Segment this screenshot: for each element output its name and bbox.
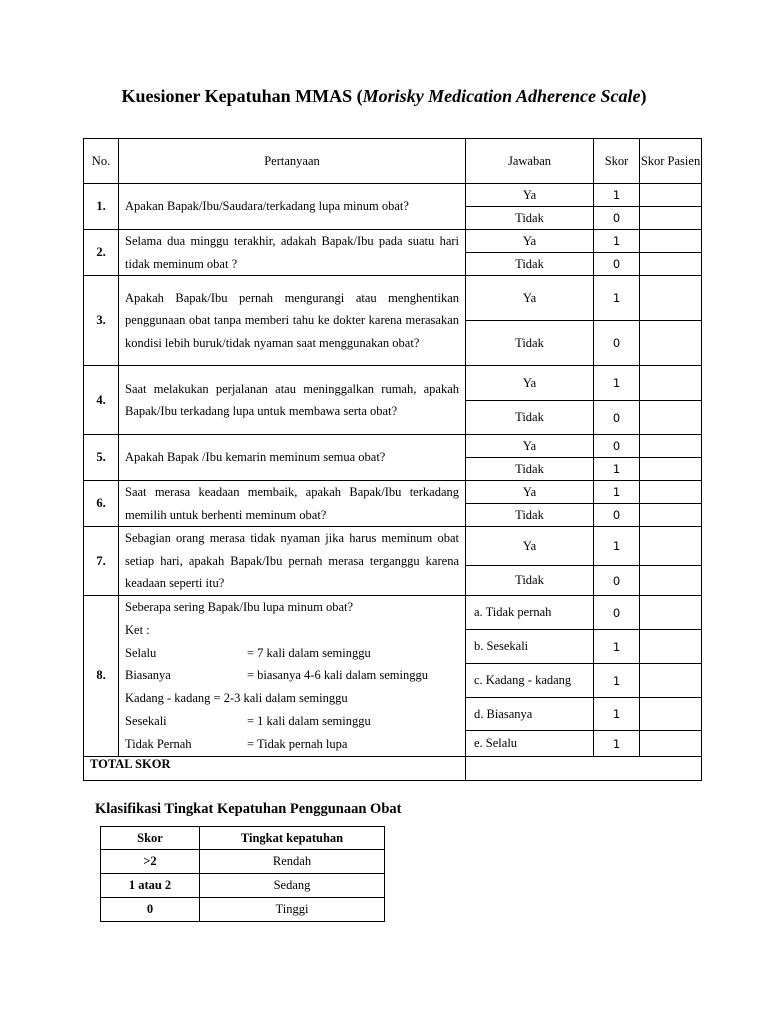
answer-option: Tidak (466, 566, 594, 596)
legend-row: Selalu = 7 kali dalam seminggu (125, 645, 371, 660)
patient-score-cell[interactable] (640, 230, 702, 253)
header-patient-score: Skor Pasien (640, 139, 702, 184)
answer-score: 1 (594, 527, 640, 566)
table-row (84, 481, 702, 504)
answer-score: 1 (594, 276, 640, 321)
answer-option: Ya (466, 527, 594, 566)
question-number: 2. (84, 230, 119, 276)
question-number: 4. (84, 366, 119, 435)
answer-option: c. Kadang - kadang (466, 664, 594, 698)
question-text: Apakah Bapak/Ibu pernah mengurangi atau menghentikan penggunaan obat tanpa memberi tahu ke dokter karena merasakan kondisi lebih buruk/tidak nyaman saat menggunakan obat? (119, 276, 466, 366)
page-title: Kuesioner Kepatuhan MMAS (Morisky Medication Adherence Scale) (121, 86, 647, 106)
question-text: Apakan Bapak/Ibu/Saudara/terkadang lupa minum obat? (119, 184, 466, 230)
patient-score-cell[interactable] (640, 481, 702, 504)
answer-option: Tidak (466, 207, 594, 230)
header-no: No. (84, 139, 119, 184)
answer-score: 1 (594, 630, 640, 664)
question-number: 3. (84, 276, 119, 366)
table-row (84, 435, 702, 458)
total-label: TOTAL SKOR (84, 756, 466, 780)
table-row (101, 898, 385, 922)
patient-score-cell[interactable] (640, 458, 702, 481)
patient-score-cell[interactable] (640, 207, 702, 230)
question-number: 1. (84, 184, 119, 230)
answer-option: Ya (466, 276, 594, 321)
answer-score: 0 (594, 504, 640, 527)
patient-score-cell[interactable] (640, 731, 702, 756)
question-number: 5. (84, 435, 119, 481)
total-score-cell[interactable] (466, 756, 702, 780)
question-number: 7. (84, 527, 119, 596)
legend-row: Sesekali = 1 kali dalam seminggu (125, 713, 371, 728)
classification-table (100, 826, 385, 922)
answer-option: Ya (466, 366, 594, 401)
total-row (84, 756, 702, 780)
classification-header-row (101, 827, 385, 850)
table-row (84, 596, 702, 630)
header-answer: Jawaban (466, 139, 594, 184)
question-text: Selama dua minggu terakhir, adakah Bapak/Ibu pada suatu hari tidak meminum obat ? (119, 230, 466, 276)
answer-score: 1 (594, 664, 640, 698)
question-text: Apakah Bapak /Ibu kemarin meminum semua obat? (119, 435, 466, 481)
answer-option: a. Tidak pernah (466, 596, 594, 630)
answer-option: Tidak (466, 401, 594, 435)
patient-score-cell[interactable] (640, 366, 702, 401)
classification-level: Rendah (200, 850, 385, 874)
table-header-row (84, 139, 702, 184)
table-row (84, 184, 702, 207)
patient-score-cell[interactable] (640, 276, 702, 321)
answer-score: 0 (594, 321, 640, 366)
legend-row: Biasanya = biasanya 4-6 kali dalam seminggu (125, 668, 428, 683)
answer-score: 0 (594, 401, 640, 435)
patient-score-cell[interactable] (640, 184, 702, 207)
table-row (84, 527, 702, 566)
answer-score: 0 (594, 253, 640, 276)
answer-option: b. Sesekali (466, 630, 594, 664)
answer-option: Tidak (466, 253, 594, 276)
patient-score-cell[interactable] (640, 596, 702, 630)
patient-score-cell[interactable] (640, 566, 702, 596)
classification-score: >2 (101, 850, 200, 874)
answer-option: Tidak (466, 321, 594, 366)
header-score: Skor (594, 139, 640, 184)
answer-option: e. Selalu (466, 731, 594, 756)
answer-option: Ya (466, 230, 594, 253)
answer-option: Ya (466, 184, 594, 207)
answer-score: 1 (594, 731, 640, 756)
classification-level: Sedang (200, 874, 385, 898)
legend-row: Kadang - kadang = 2-3 kali dalam seminggu (125, 691, 348, 706)
answer-option: Ya (466, 435, 594, 458)
question-text: Saat melakukan perjalanan atau meninggalkan rumah, apakah Bapak/Ibu terkadang lupa untuk membawa serta obat? (119, 366, 466, 435)
classification-title: Klasifikasi Tingkat Kepatuhan Penggunaan Obat (95, 801, 402, 817)
table-row (84, 366, 702, 401)
answer-score: 0 (594, 596, 640, 630)
patient-score-cell[interactable] (640, 630, 702, 664)
header-score: Skor (101, 827, 200, 850)
table-row (84, 276, 702, 321)
patient-score-cell[interactable] (640, 527, 702, 566)
table-row (84, 230, 702, 253)
classification-score: 0 (101, 898, 200, 922)
patient-score-cell[interactable] (640, 698, 702, 731)
answer-score: 0 (594, 435, 640, 458)
header-question: Pertanyaan (119, 139, 466, 184)
patient-score-cell[interactable] (640, 321, 702, 366)
answer-score: 1 (594, 230, 640, 253)
question-text (119, 596, 466, 757)
patient-score-cell[interactable] (640, 504, 702, 527)
mmas-table (83, 138, 702, 781)
answer-score: 0 (594, 566, 640, 596)
question-number: 8. (84, 596, 119, 757)
answer-score: 1 (594, 184, 640, 207)
classification-level: Tinggi (200, 898, 385, 922)
answer-score: 0 (594, 207, 640, 230)
answer-score: 1 (594, 366, 640, 401)
answer-score: 1 (594, 481, 640, 504)
answer-option: Ya (466, 481, 594, 504)
legend-row: Tidak Pernah = Tidak pernah lupa (125, 736, 348, 751)
answer-score: 1 (594, 458, 640, 481)
answer-option: Tidak (466, 504, 594, 527)
patient-score-cell[interactable] (640, 664, 702, 698)
answer-option: d. Biasanya (466, 698, 594, 731)
question-number: 6. (84, 481, 119, 527)
question-text: Saat merasa keadaan membaik, apakah Bapak/Ibu terkadang memilih untuk berhenti meminum obat? (119, 481, 466, 527)
q8-ket: Ket : (125, 622, 150, 637)
classification-score: 1 atau 2 (101, 874, 200, 898)
patient-score-cell[interactable] (640, 253, 702, 276)
table-row (101, 874, 385, 898)
question-text: Sebagian orang merasa tidak nyaman jika harus meminum obat setiap hari, apakah Bapak/Ibu pernah merasa terganggu karena keadaan seperti itu? (119, 527, 466, 596)
title-italic: Morisky Medication Adherence Scale (362, 86, 641, 106)
answer-option: Tidak (466, 458, 594, 481)
patient-score-cell[interactable] (640, 401, 702, 435)
patient-score-cell[interactable] (640, 435, 702, 458)
q8-question: Seberapa sering Bapak/Ibu lupa minum obat? (125, 600, 354, 614)
table-row (101, 850, 385, 874)
header-level: Tingkat kepatuhan (200, 827, 385, 850)
answer-score: 1 (594, 698, 640, 731)
